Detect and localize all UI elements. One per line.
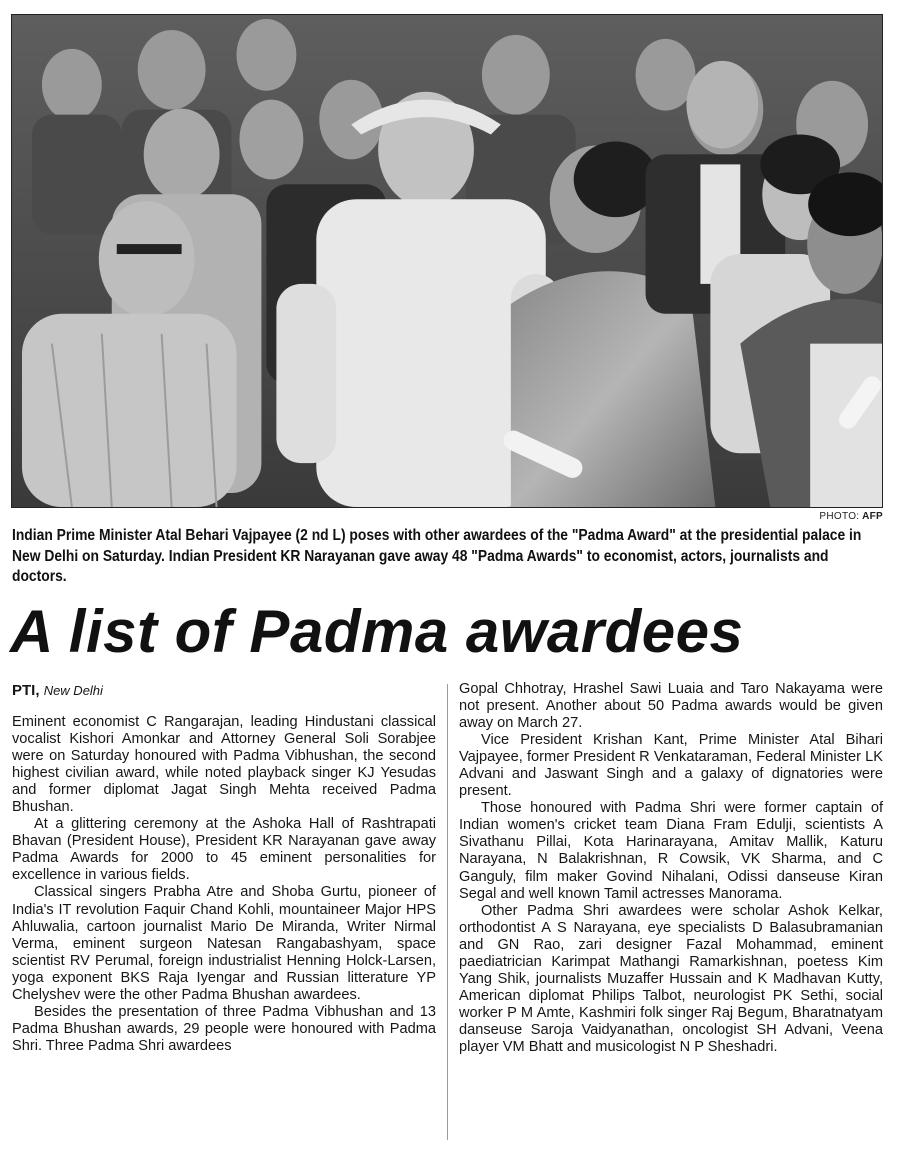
photo-caption: Indian Prime Minister Atal Behari Vajpayee (2 nd L) poses with other awardees of the "Padma Award" at the presidential palace in New Delhi on Saturday. Indian President KR Narayanan gave away 48 "Padma Awards" to economist, actors, journalists and doctors. — [12, 527, 862, 585]
photo-credit-source: AFP — [862, 511, 883, 522]
article-paragraph: Classical singers Prabha Atre and Shoba Gurtu, pioneer of India's IT revolution Faquir Chand Kohli, mountaineer Major HPS Ahluwalia, cartoon journalist Mario De Miranda, Writer Nirmal Verma, eminent surgeon Natesan Rangabashyam, space scientist RV Perumal, foreign industrialist Henning Holck-Larsen, yoga exponent BKS Raja Iyengar and Russian litterature YP Chelyshev were the other Padma Bhushan awardees. — [12, 884, 436, 1003]
article-column-left — [12, 682, 436, 1055]
byline-agency: PTI, — [12, 682, 40, 699]
column-divider — [447, 684, 448, 1140]
article-paragraph: Besides the presentation of three Padma Vibhushan and 13 Padma Bhushan awards, 29 people were honoured with Padma Shri. Three Padma Shri awardees — [12, 1003, 436, 1054]
photo-credit — [819, 511, 883, 522]
article-paragraph: Other Padma Shri awardees were scholar Ashok Kelkar, orthodontist A S Narayana, eye specialists D Balasubramanian and GN Rao, zari designer Fazal Mohammad, eminent paediatrician Karimpat Mathangi Ramarkishnan, poetess Kim Yang Shik, journalists Muzaffer Hussain and K Madhavan Kutty, American diplomat Philips Talbot, neurologist PK Sethi, social worker P M Amte, Kashmiri folk singer Raj Begum, Bharatnatyam danseuse Saroja Vaidyanathan, oncologist SH Advani, Veena player VM Bhatt and musicologist N P Sheshadri. — [459, 902, 883, 1055]
news-photo — [11, 14, 883, 508]
article-paragraph: Gopal Chhotray, Hrashel Sawi Luaia and Taro Nakayama were not present. Another about 50 Padma awards would be given away on March 27. — [459, 681, 883, 732]
article-paragraph: Vice President Krishan Kant, Prime Minister Atal Bihari Vajpayee, former President R Venkataraman, Federal Minister LK Advani and Jaswant Singh and a galaxy of dignatories were present. — [459, 732, 883, 800]
article-paragraph: Eminent economist C Rangarajan, leading Hindustani classical vocalist Kishori Amonkar and Attorney General Soli Sorabjee were on Saturday honoured with Padma Vibhushan, the second highest civilian award, while noted playback singer KJ Yesudas and former diplomat Jagat Singh Mehta received Padma Bhushan. — [12, 714, 436, 816]
photo-credit-label: PHOTO: — [819, 511, 860, 522]
byline — [12, 682, 436, 700]
article-paragraph: Those honoured with Padma Shri were former captain of Indian women's cricket team Diana Fram Edulji, scientists A Sivathanu Pillai, Kota Harinarayana, Amitav Mallik, Katuru Narayana, N Balakrishnan, R Cowsik, VK Sharma, and C Ganguly, film maker Govind Nihalani, Odissi danseuse Kiran Segal and well known Tamil actresses Manorama. — [459, 800, 883, 902]
headline: A list of Padma awardees — [10, 598, 744, 665]
article-paragraph: At a glittering ceremony at the Ashoka Hall of Rashtrapati Bhavan (President House), President KR Narayanan gave away Padma Awards for 2000 to 45 eminent personalities for excellence in various fields. — [12, 816, 436, 884]
byline-location: New Delhi — [43, 683, 103, 698]
article-column-right — [459, 681, 883, 1056]
photo-illustration — [12, 15, 882, 507]
